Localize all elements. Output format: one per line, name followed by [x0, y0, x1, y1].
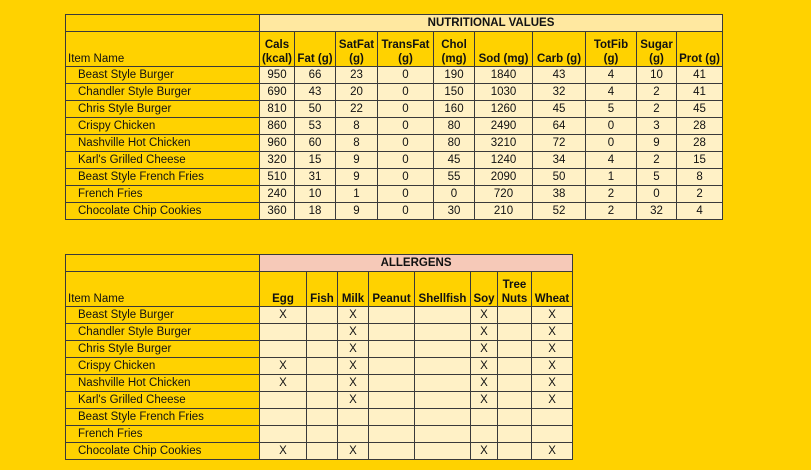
allergens-column-header-line1: Tree: [502, 279, 527, 291]
table-row: [66, 67, 723, 84]
allergens-cell: X: [338, 392, 369, 409]
allergens-cell: [307, 426, 338, 443]
nutrition-cell: 64: [533, 118, 586, 135]
nutrition-cell: 720: [475, 186, 533, 203]
item-name: Karl's Grilled Cheese: [66, 392, 260, 409]
item-name: Crispy Chicken: [66, 358, 260, 375]
nutrition-cell: 5: [586, 101, 637, 118]
allergens-column-header: [338, 272, 369, 307]
allergens-item-header: Item Name: [66, 272, 260, 307]
nutrition-item-header: Item Name: [66, 32, 260, 67]
nutrition-column-header-line1: Sugar: [640, 39, 673, 51]
table-row: [66, 392, 573, 409]
item-name: Chandler Style Burger: [66, 84, 260, 101]
item-name: Nashville Hot Chicken: [66, 135, 260, 152]
allergens-cell: [307, 375, 338, 392]
allergens-cell: [369, 409, 415, 426]
allergens-cell: [498, 443, 532, 460]
allergens-cell: [498, 324, 532, 341]
allergens-cell: [415, 409, 471, 426]
nutrition-cell: 32: [637, 203, 677, 220]
nutrition-cell: 2: [586, 186, 637, 203]
nutrition-cell: 0: [637, 186, 677, 203]
nutrition-cell: 18: [295, 203, 336, 220]
nutrition-cell: 0: [378, 186, 434, 203]
nutrition-cell: 1: [586, 169, 637, 186]
allergens-column-header-line2: Peanut: [372, 293, 411, 305]
allergens-column-header: [471, 272, 498, 307]
nutrition-corner: [66, 15, 260, 32]
nutrition-cell: 0: [378, 169, 434, 186]
nutrition-cell: 43: [533, 67, 586, 84]
nutrition-cell: 510: [260, 169, 295, 186]
nutrition-column-header-line2: Carb (g): [536, 53, 582, 65]
nutrition-cell: 4: [677, 203, 723, 220]
item-name: Beast Style French Fries: [66, 169, 260, 186]
nutrition-cell: 4: [586, 84, 637, 101]
nutrition-cell: 9: [336, 169, 378, 186]
nutrition-cell: 15: [677, 152, 723, 169]
allergens-cell: [415, 426, 471, 443]
nutrition-column-header: [260, 32, 295, 67]
nutrition-column-header: [677, 32, 723, 67]
allergens-cell: X: [260, 358, 307, 375]
allergens-column-header-line2: Shellfish: [418, 293, 467, 305]
table-row: [66, 169, 723, 186]
allergens-cell: [307, 409, 338, 426]
allergens-cell: X: [471, 358, 498, 375]
item-name: Nashville Hot Chicken: [66, 375, 260, 392]
nutrition-cell: 8: [336, 135, 378, 152]
nutrition-cell: 80: [434, 135, 475, 152]
allergens-cell: [498, 409, 532, 426]
allergens-cell: [369, 426, 415, 443]
nutrition-cell: 50: [295, 101, 336, 118]
table-row: [66, 118, 723, 135]
allergens-column-header: [415, 272, 471, 307]
nutrition-cell: 31: [295, 169, 336, 186]
allergens-cell: [415, 341, 471, 358]
nutrition-cell: 32: [533, 84, 586, 101]
nutrition-column-header-line2: (mg): [441, 53, 467, 65]
nutrition-cell: 0: [378, 118, 434, 135]
nutrition-column-header-line2: Sod (mg): [478, 53, 529, 65]
allergens-cell: [307, 358, 338, 375]
allergens-column-header-line2: Milk: [341, 293, 365, 305]
table-row: [66, 443, 573, 460]
nutrition-column-header-line1: Cals: [264, 39, 290, 51]
item-name: Chocolate Chip Cookies: [66, 443, 260, 460]
nutrition-cell: 8: [336, 118, 378, 135]
allergens-cell: [369, 443, 415, 460]
allergens-column-header-line2: Soy: [473, 293, 495, 305]
item-name: Karl's Grilled Cheese: [66, 152, 260, 169]
table-row: [66, 426, 573, 443]
allergens-cell: [260, 341, 307, 358]
nutrition-cell: 0: [586, 135, 637, 152]
item-name: Chris Style Burger: [66, 341, 260, 358]
nutrition-column-header-line1: [475, 38, 532, 52]
nutrition-table: [65, 14, 723, 220]
nutrition-column-header-line2: (g): [398, 53, 413, 65]
nutrition-cell: 4: [586, 152, 637, 169]
nutrition-cell: 50: [533, 169, 586, 186]
allergens-cell: [471, 409, 498, 426]
nutrition-column-header-line1: [533, 38, 585, 52]
nutrition-cell: 80: [434, 118, 475, 135]
allergens-cell: [532, 426, 573, 443]
allergens-column-header-line2: Wheat: [534, 293, 570, 305]
nutrition-cell: 38: [533, 186, 586, 203]
allergens-cell: X: [260, 443, 307, 460]
item-name: French Fries: [66, 186, 260, 203]
allergens-column-header: [260, 272, 307, 307]
nutrition-cell: 690: [260, 84, 295, 101]
allergens-cell: [498, 375, 532, 392]
nutrition-column-header: [434, 32, 475, 67]
table-row: [66, 324, 573, 341]
allergens-column-header: [307, 272, 338, 307]
nutrition-column-header-line2: Fat (g): [297, 53, 333, 65]
nutrition-cell: 1240: [475, 152, 533, 169]
allergens-corner: [66, 255, 260, 272]
nutrition-cell: 22: [336, 101, 378, 118]
nutrition-cell: 45: [677, 101, 723, 118]
nutrition-cell: 9: [336, 203, 378, 220]
allergens-column-header-line1: [307, 278, 337, 292]
allergens-cell: [498, 392, 532, 409]
table-row: [66, 341, 573, 358]
nutrition-column-header: [378, 32, 434, 67]
nutrition-column-header: [295, 32, 336, 67]
nutrition-cell: 2: [637, 84, 677, 101]
nutrition-cell: 0: [378, 135, 434, 152]
nutrition-cell: 960: [260, 135, 295, 152]
allergens-cell: X: [471, 375, 498, 392]
allergens-cell: [307, 443, 338, 460]
table-row: [66, 358, 573, 375]
nutrition-cell: 210: [475, 203, 533, 220]
allergens-cell: [369, 392, 415, 409]
allergens-cell: X: [532, 307, 573, 324]
table-row: [66, 409, 573, 426]
item-name: Beast Style French Fries: [66, 409, 260, 426]
item-name: Beast Style Burger: [66, 307, 260, 324]
allergens-cell: X: [471, 341, 498, 358]
allergens-column-header-line1: [338, 278, 368, 292]
item-name: Crispy Chicken: [66, 118, 260, 135]
table-row: [66, 135, 723, 152]
nutrition-column-header-line2: (kcal): [261, 53, 293, 65]
nutrition-cell: 240: [260, 186, 295, 203]
nutrition-cell: 0: [378, 203, 434, 220]
nutrition-cell: 9: [336, 152, 378, 169]
nutrition-cell: 60: [295, 135, 336, 152]
nutrition-cell: 4: [586, 67, 637, 84]
allergens-cell: [260, 409, 307, 426]
item-name: French Fries: [66, 426, 260, 443]
allergens-cell: X: [532, 392, 573, 409]
table-row: [66, 84, 723, 101]
allergens-cell: [369, 375, 415, 392]
nutrition-cell: 9: [637, 135, 677, 152]
nutrition-cell: 34: [533, 152, 586, 169]
allergens-cell: [415, 358, 471, 375]
allergens-column-header-line1: [415, 278, 470, 292]
nutrition-cell: 2: [677, 186, 723, 203]
allergens-cell: X: [338, 307, 369, 324]
item-name: Chocolate Chip Cookies: [66, 203, 260, 220]
nutrition-column-header-line1: SatFat: [338, 39, 375, 51]
nutrition-cell: 28: [677, 135, 723, 152]
allergens-column-header: [498, 272, 532, 307]
nutrition-column-header: [637, 32, 677, 67]
nutrition-cell: 3210: [475, 135, 533, 152]
allergens-cell: X: [338, 341, 369, 358]
allergens-cell: [415, 392, 471, 409]
allergens-cell: [415, 375, 471, 392]
allergens-cell: X: [471, 307, 498, 324]
allergens-cell: X: [532, 358, 573, 375]
nutrition-column-header-line2: (g): [649, 53, 664, 65]
nutrition-column-header-line2: Prot (g): [679, 53, 720, 65]
allergens-cell: X: [532, 324, 573, 341]
nutrition-cell: 2: [637, 101, 677, 118]
table-row: [66, 307, 573, 324]
item-name: Chandler Style Burger: [66, 324, 260, 341]
allergens-cell: X: [471, 443, 498, 460]
nutrition-cell: 10: [295, 186, 336, 203]
nutrition-cell: 0: [434, 186, 475, 203]
nutrition-cell: 860: [260, 118, 295, 135]
nutrition-column-header-line1: Chol: [441, 39, 467, 51]
allergens-cell: [498, 307, 532, 324]
table-row: [66, 375, 573, 392]
table-row: [66, 186, 723, 203]
nutrition-column-header: [533, 32, 586, 67]
nutrition-cell: 190: [434, 67, 475, 84]
nutrition-column-header-line1: TransFat: [381, 39, 430, 51]
nutrition-cell: 8: [677, 169, 723, 186]
allergens-cell: X: [338, 375, 369, 392]
nutrition-column-header-line1: [295, 38, 335, 52]
nutrition-cell: 53: [295, 118, 336, 135]
allergens-cell: [498, 341, 532, 358]
item-name: Beast Style Burger: [66, 67, 260, 84]
allergens-cell: [369, 341, 415, 358]
allergens-column-header-line2: Nuts: [501, 293, 528, 305]
allergens-cell: [415, 443, 471, 460]
nutrition-cell: 5: [637, 169, 677, 186]
nutrition-cell: 0: [378, 67, 434, 84]
nutrition-cell: 360: [260, 203, 295, 220]
table-row: [66, 203, 723, 220]
nutrition-cell: 1030: [475, 84, 533, 101]
allergens-title: ALLERGENS: [260, 255, 573, 272]
nutrition-cell: 810: [260, 101, 295, 118]
allergens-cell: [260, 324, 307, 341]
nutrition-column-header-line1: [677, 38, 722, 52]
nutrition-column-header-line1: TotFib: [593, 39, 629, 51]
allergens-cell: [338, 409, 369, 426]
nutrition-cell: 20: [336, 84, 378, 101]
nutrition-cell: 2: [637, 152, 677, 169]
allergens-cell: [307, 307, 338, 324]
nutrition-cell: 2490: [475, 118, 533, 135]
nutrition-cell: 2090: [475, 169, 533, 186]
nutrition-cell: 0: [378, 101, 434, 118]
table-row: [66, 152, 723, 169]
allergens-cell: [369, 307, 415, 324]
allergens-cell: X: [338, 324, 369, 341]
nutrition-cell: 52: [533, 203, 586, 220]
allergens-cell: [260, 426, 307, 443]
allergens-cell: [260, 392, 307, 409]
nutrition-cell: 0: [378, 152, 434, 169]
nutrition-cell: 45: [533, 101, 586, 118]
nutrition-cell: 1: [336, 186, 378, 203]
nutrition-cell: 0: [378, 84, 434, 101]
allergens-column-header-line2: Fish: [310, 293, 334, 305]
allergens-column-header-line1: [260, 278, 306, 292]
allergens-column-header-line1: [532, 278, 572, 292]
nutrition-cell: 15: [295, 152, 336, 169]
nutrition-cell: 30: [434, 203, 475, 220]
allergens-cell: X: [532, 443, 573, 460]
nutrition-column-header: [475, 32, 533, 67]
allergens-cell: [369, 324, 415, 341]
allergens-column-header: [532, 272, 573, 307]
nutrition-cell: 10: [637, 67, 677, 84]
allergens-cell: [338, 426, 369, 443]
allergens-column-header-line1: [369, 278, 414, 292]
nutrition-cell: 2: [586, 203, 637, 220]
allergens-table: [65, 254, 573, 460]
allergens-cell: X: [260, 307, 307, 324]
allergens-column-header-line1: [471, 278, 497, 292]
allergens-cell: [498, 426, 532, 443]
allergens-cell: [307, 392, 338, 409]
allergens-cell: [415, 307, 471, 324]
allergens-column-header-line2: Egg: [272, 293, 294, 305]
nutrition-cell: 1260: [475, 101, 533, 118]
nutrition-title: NUTRITIONAL VALUES: [260, 15, 723, 32]
nutrition-cell: 3: [637, 118, 677, 135]
item-name: Chris Style Burger: [66, 101, 260, 118]
allergens-column-header: [369, 272, 415, 307]
nutrition-cell: 28: [677, 118, 723, 135]
nutrition-cell: 320: [260, 152, 295, 169]
allergens-cell: X: [471, 392, 498, 409]
allergens-cell: [307, 341, 338, 358]
nutrition-column-header: [586, 32, 637, 67]
allergens-cell: [471, 426, 498, 443]
nutrition-cell: 72: [533, 135, 586, 152]
table-row: [66, 101, 723, 118]
nutrition-column-header: [336, 32, 378, 67]
nutrition-cell: 66: [295, 67, 336, 84]
allergens-cell: [369, 358, 415, 375]
nutrition-cell: 950: [260, 67, 295, 84]
allergens-cell: [415, 324, 471, 341]
nutrition-cell: 43: [295, 84, 336, 101]
allergens-cell: X: [532, 375, 573, 392]
nutrition-cell: 160: [434, 101, 475, 118]
nutrition-cell: 41: [677, 84, 723, 101]
allergens-cell: X: [338, 358, 369, 375]
allergens-cell: X: [338, 443, 369, 460]
nutrition-column-header-line2: (g): [349, 53, 364, 65]
nutrition-cell: 23: [336, 67, 378, 84]
allergens-cell: [498, 358, 532, 375]
nutrition-cell: 1840: [475, 67, 533, 84]
allergens-cell: [532, 409, 573, 426]
allergens-cell: [307, 324, 338, 341]
nutrition-cell: 41: [677, 67, 723, 84]
allergens-cell: X: [532, 341, 573, 358]
nutrition-cell: 0: [586, 118, 637, 135]
nutrition-cell: 150: [434, 84, 475, 101]
nutrition-cell: 55: [434, 169, 475, 186]
allergens-cell: X: [471, 324, 498, 341]
nutrition-cell: 45: [434, 152, 475, 169]
allergens-cell: X: [260, 375, 307, 392]
nutrition-column-header-line2: (g): [603, 53, 619, 65]
